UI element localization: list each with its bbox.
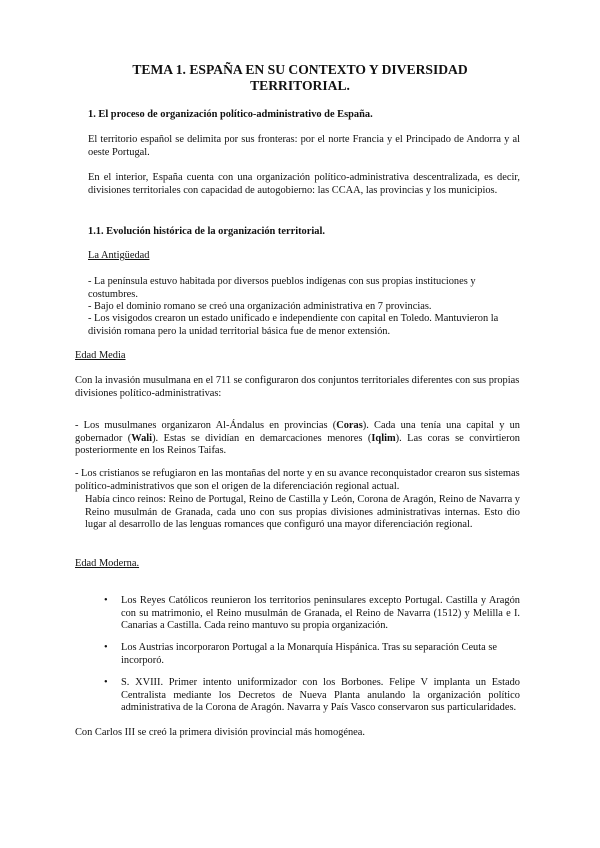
- page-title: [100, 62, 500, 93]
- edad-media-heading: Edad Media: [75, 350, 126, 361]
- edad-media-reinos: Había cinco reinos: Reino de Portugal, Reino de Castilla y León, Corona de Aragón, Reino de Navarra y Reino musulmán de Granada, cada uno con sus propias divisiones administrativas internas. Esto dio lugar al desarrollo de las lenguas romances que configuró una mayor diferenciación regional.: [85, 494, 520, 531]
- list-item-borbones: S. XVIII. Primer intento uniformizador con los Borbones. Felipe V implanta un Estado Centralista mediante los Decretos de Nueva Planta anulando la organización político administrativa de la Corona de Aragón. Navarra y País Vasco conservaron sus particularidades.: [121, 677, 520, 714]
- bullet-icon: •: [104, 677, 108, 688]
- edad-moderna-heading: Edad Moderna.: [75, 558, 140, 569]
- edad-media-musulmanes: - Los musulmanes organizaron Al-Ándalus en provincias (Coras). Cada una tenía una capital y un gobernador (Wali). Estas se dividían en demarcaciones menores (Iqlim). Las coras se convirtieron posteriormente en los Reinos Taifas.: [75, 420, 521, 457]
- paragraph-borders: El territorio español se delimita por sus fronteras: por el norte Francia y el Principado de Andorra y al oeste Portugal.: [88, 134, 520, 158]
- bullet-icon: •: [104, 595, 108, 606]
- closing-carlos-iii: Con Carlos III se creó la primera división provincial más homogénea.: [75, 727, 365, 738]
- list-item-reyes-catolicos: Los Reyes Católicos reunieron los territorios peninsulares excepto Portugal. Castilla y Aragón con su matrimonio, el Reino musulmán de Granada, el Reino de Navarra (1512) y Melilla e I. Canarias a Castilla. Cada reino mantuvo su propia organización.: [121, 595, 520, 632]
- antiguedad-item-romans: - Bajo el dominio romano se creó una organización administrativa en 7 provincias.: [88, 301, 432, 312]
- antiguedad-item-visigoths: - Los visigodos crearon un estado unificado e independiente con capital en Toledo. Mantuvieron la división romana pero la unidad territorial básica fue de menor extensión.: [88, 313, 499, 337]
- list-item-austrias: Los Austrias incorporaron Portugal a la Monarquía Hispánica. Tras su separación Ceuta se incorporó.: [121, 642, 497, 666]
- section-1-heading: 1. El proceso de organización político-administrativo de España.: [88, 109, 373, 120]
- edad-media-cristianos: - Los cristianos se refugiaron en las montañas del norte y en su avance reconquistador crearon sus sistemas político-administrativos que son el origen de la diferenciación regional actual.: [75, 468, 520, 492]
- antiguedad-item-peoples: - La península estuvo habitada por diversos pueblos indígenas con sus propias instituciones y costumbres.: [88, 276, 476, 300]
- edad-media-intro: Con la invasión musulmana en el 711 se configuraron dos conjuntos territoriales diferentes con sus propias divisiones político-administrativas:: [75, 375, 520, 399]
- bullet-icon: •: [104, 642, 108, 653]
- section-1-1-heading: 1.1. Evolución histórica de la organización territorial.: [88, 226, 325, 237]
- title-line-1: TEMA 1. ESPAÑA EN SU CONTEXTO Y DIVERSIDAD: [132, 62, 468, 77]
- paragraph-organization: En el interior, España cuenta con una organización político-administrativa descentralizada, es decir, divisiones territoriales con capacidad de autogobierno: las CCAA, las provincias y los municipios.: [88, 172, 520, 196]
- title-line-2: TERRITORIAL.: [250, 77, 350, 93]
- antiguedad-heading: La Antigüedad: [88, 250, 150, 261]
